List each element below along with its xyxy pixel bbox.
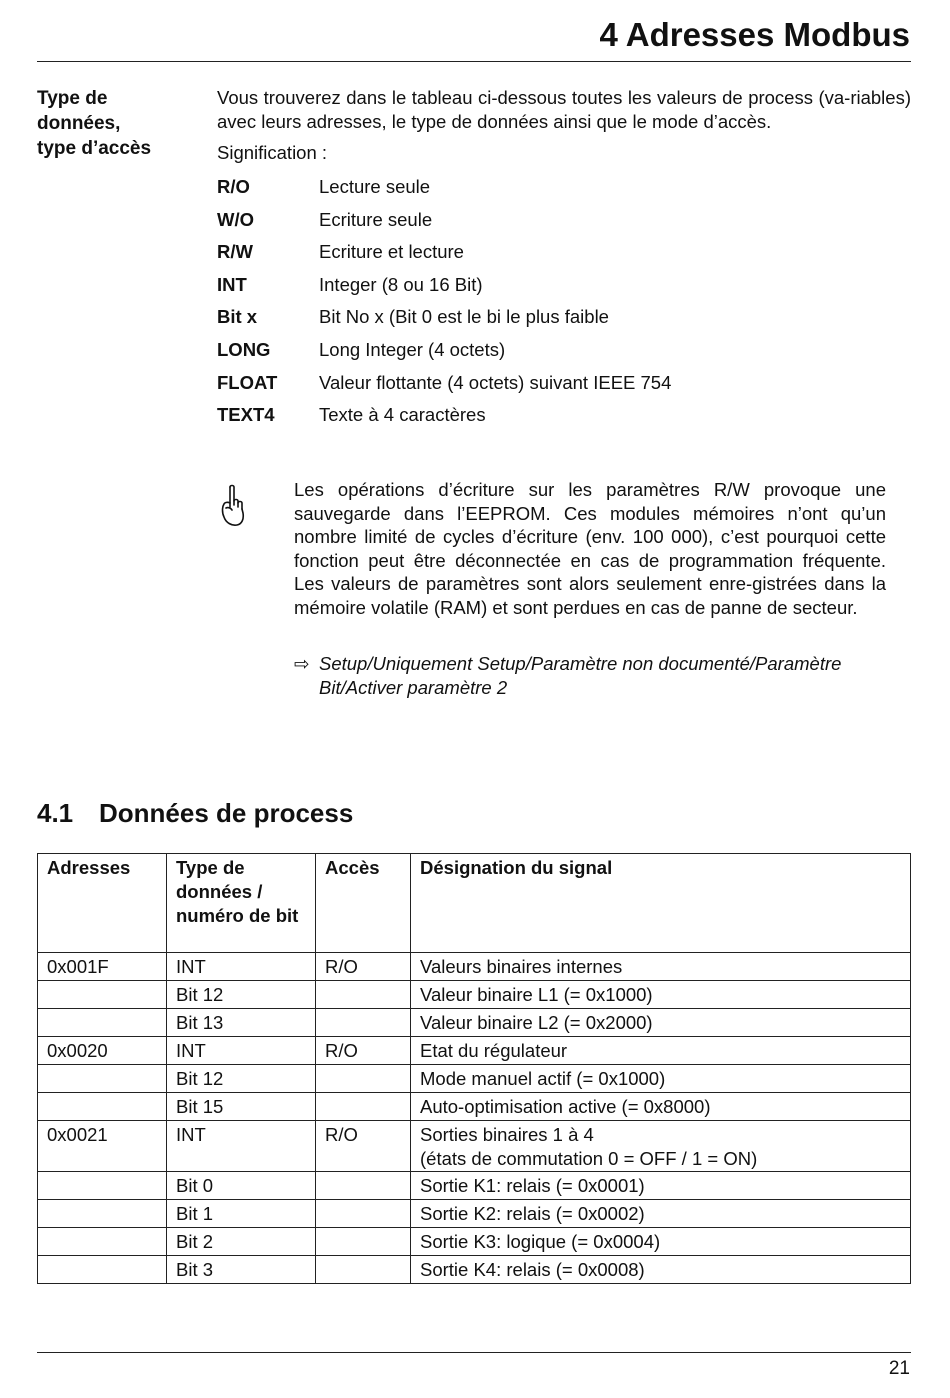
section-number: 4.1 bbox=[37, 798, 74, 828]
table-body bbox=[38, 953, 911, 1284]
legend-item bbox=[217, 403, 911, 436]
cell-address bbox=[38, 1256, 167, 1284]
cell-data-type: Bit 1 bbox=[167, 1200, 316, 1228]
process-data-table bbox=[37, 853, 911, 1284]
cell-access bbox=[316, 1172, 411, 1200]
cell-address bbox=[38, 1093, 167, 1121]
cell-signal: Valeur binaire L2 (= 0x2000) bbox=[411, 1009, 911, 1037]
cell-data-type: Bit 15 bbox=[167, 1093, 316, 1121]
section-title: Données de process bbox=[99, 798, 354, 828]
cell-data-type: Bit 12 bbox=[167, 981, 316, 1009]
pointing-hand-icon bbox=[216, 483, 248, 531]
cell-signal: Etat du régulateur bbox=[411, 1037, 911, 1065]
arrow-right-icon: ⇨ bbox=[294, 653, 310, 674]
table-row bbox=[38, 1009, 911, 1037]
column-header-addresses: Adresses bbox=[38, 854, 167, 953]
cell-data-type: Bit 12 bbox=[167, 1065, 316, 1093]
cell-access bbox=[316, 981, 411, 1009]
table-row bbox=[38, 1228, 911, 1256]
cell-data-type: Bit 0 bbox=[167, 1172, 316, 1200]
cell-signal: Sortie K4: relais (= 0x0008) bbox=[411, 1256, 911, 1284]
cell-signal: Sortie K1: relais (= 0x0001) bbox=[411, 1172, 911, 1200]
table-header-row bbox=[38, 854, 911, 953]
legend-item bbox=[217, 208, 911, 241]
cell-address: 0x001F bbox=[38, 953, 167, 981]
cell-signal: Mode manuel actif (= 0x1000) bbox=[411, 1065, 911, 1093]
cell-address bbox=[38, 1009, 167, 1037]
note-text: Les opérations d’écriture sur les paramètres R/W provoque une sauvegarde dans l’EEPROM. Ces modules mémoires n’ont qu’un nombre limité de cycles d’écriture (env. 100 000), c’est pourquoi cette fonction peut être déconnectée en cas de programmation fréquente. Les valeurs de paramètres sont alors seulement enre-gistrées dans la mémoire volatile (RAM) et sont perdues en cas de panne de secteur. bbox=[294, 479, 886, 618]
legend-term: Bit x bbox=[217, 306, 258, 328]
cell-data-type: Bit 2 bbox=[167, 1228, 316, 1256]
cell-access bbox=[316, 1009, 411, 1037]
table-row bbox=[38, 1121, 911, 1172]
legend-description: Ecriture seule bbox=[319, 208, 433, 230]
legend-term: R/O bbox=[217, 176, 250, 197]
legend-term: TEXT4 bbox=[217, 404, 275, 426]
cell-address: 0x0020 bbox=[38, 1037, 167, 1065]
cell-address bbox=[38, 1228, 167, 1256]
legend-item bbox=[217, 305, 911, 338]
cell-address: 0x0021 bbox=[38, 1121, 167, 1172]
column-header-access: Accès bbox=[316, 854, 411, 953]
cell-data-type: INT bbox=[167, 1037, 316, 1065]
legend-description: Valeur flottante (4 octets) suivant IEEE 754 bbox=[319, 371, 672, 393]
side-heading-line: Type de bbox=[37, 88, 108, 109]
cell-access bbox=[316, 1256, 411, 1284]
legend-item bbox=[217, 175, 911, 208]
cell-signal: Sortie K3: logique (= 0x0004) bbox=[411, 1228, 911, 1256]
cell-signal: Valeur binaire L1 (= 0x1000) bbox=[411, 981, 911, 1009]
page-number: 21 bbox=[888, 1358, 910, 1379]
cell-data-type: INT bbox=[167, 1121, 316, 1172]
table-row bbox=[38, 1200, 911, 1228]
cell-address bbox=[38, 1065, 167, 1093]
signification-label: Signification : bbox=[217, 142, 328, 163]
cell-address bbox=[38, 1172, 167, 1200]
cell-access: R/O bbox=[316, 1121, 411, 1172]
cell-data-type: INT bbox=[167, 953, 316, 981]
table-row bbox=[38, 953, 911, 981]
legend-description: Bit No x (Bit 0 est le bi le plus faible bbox=[319, 306, 609, 328]
cell-access: R/O bbox=[316, 953, 411, 981]
legend-term: INT bbox=[217, 273, 247, 295]
side-heading bbox=[37, 86, 202, 161]
column-header-signal: Désignation du signal bbox=[411, 854, 911, 953]
legend-description: Texte à 4 caractères bbox=[319, 404, 486, 426]
legend-item bbox=[217, 273, 911, 306]
legend-list bbox=[217, 175, 911, 436]
cell-signal: Sorties binaires 1 à 4 (états de commutation 0 = OFF / 1 = ON) bbox=[411, 1121, 911, 1172]
intro-paragraph: Vous trouverez dans le tableau ci-dessous toutes les valeurs de process (va-riables) avec leurs adresses, le type de données ainsi que le mode d’accès. bbox=[217, 87, 911, 132]
table-row bbox=[38, 1037, 911, 1065]
footer-rule bbox=[37, 1352, 911, 1353]
table-row bbox=[38, 1172, 911, 1200]
cell-access bbox=[316, 1093, 411, 1121]
cell-signal: Sortie K2: relais (= 0x0002) bbox=[411, 1200, 911, 1228]
legend-description: Lecture seule bbox=[319, 176, 431, 197]
cell-data-type: Bit 3 bbox=[167, 1256, 316, 1284]
cell-signal: Valeurs binaires internes bbox=[411, 953, 911, 981]
table-row bbox=[38, 981, 911, 1009]
legend-term: LONG bbox=[217, 338, 271, 360]
setup-path-text: Setup/Uniquement Setup/Paramètre non documenté/Paramètre Bit/Activer paramètre 2 bbox=[319, 653, 842, 698]
legend-description: Long Integer (4 octets) bbox=[319, 338, 506, 360]
column-header-data-type: Type de données / numéro de bit bbox=[167, 854, 316, 953]
cell-address bbox=[38, 1200, 167, 1228]
legend-term: FLOAT bbox=[217, 371, 278, 393]
table-row bbox=[38, 1093, 911, 1121]
legend-term: W/O bbox=[217, 208, 254, 230]
header-rule bbox=[37, 61, 911, 62]
legend-item bbox=[217, 371, 911, 404]
legend-description: Ecriture et lecture bbox=[319, 241, 464, 263]
table-row bbox=[38, 1065, 911, 1093]
cell-access: R/O bbox=[316, 1037, 411, 1065]
chapter-title: 4 Adresses Modbus bbox=[599, 16, 910, 53]
side-heading-line: type d’accès bbox=[37, 138, 152, 159]
cell-signal: Auto-optimisation active (= 0x8000) bbox=[411, 1093, 911, 1121]
table-row bbox=[38, 1256, 911, 1284]
legend-item bbox=[217, 240, 911, 273]
cell-access bbox=[316, 1200, 411, 1228]
cell-data-type: Bit 13 bbox=[167, 1009, 316, 1037]
legend-term: R/W bbox=[217, 241, 253, 263]
setup-path bbox=[294, 652, 886, 699]
legend-description: Integer (8 ou 16 Bit) bbox=[319, 273, 483, 295]
cell-address bbox=[38, 981, 167, 1009]
side-heading-line: données, bbox=[37, 113, 121, 134]
cell-access bbox=[316, 1228, 411, 1256]
cell-access bbox=[316, 1065, 411, 1093]
legend-item bbox=[217, 338, 911, 371]
